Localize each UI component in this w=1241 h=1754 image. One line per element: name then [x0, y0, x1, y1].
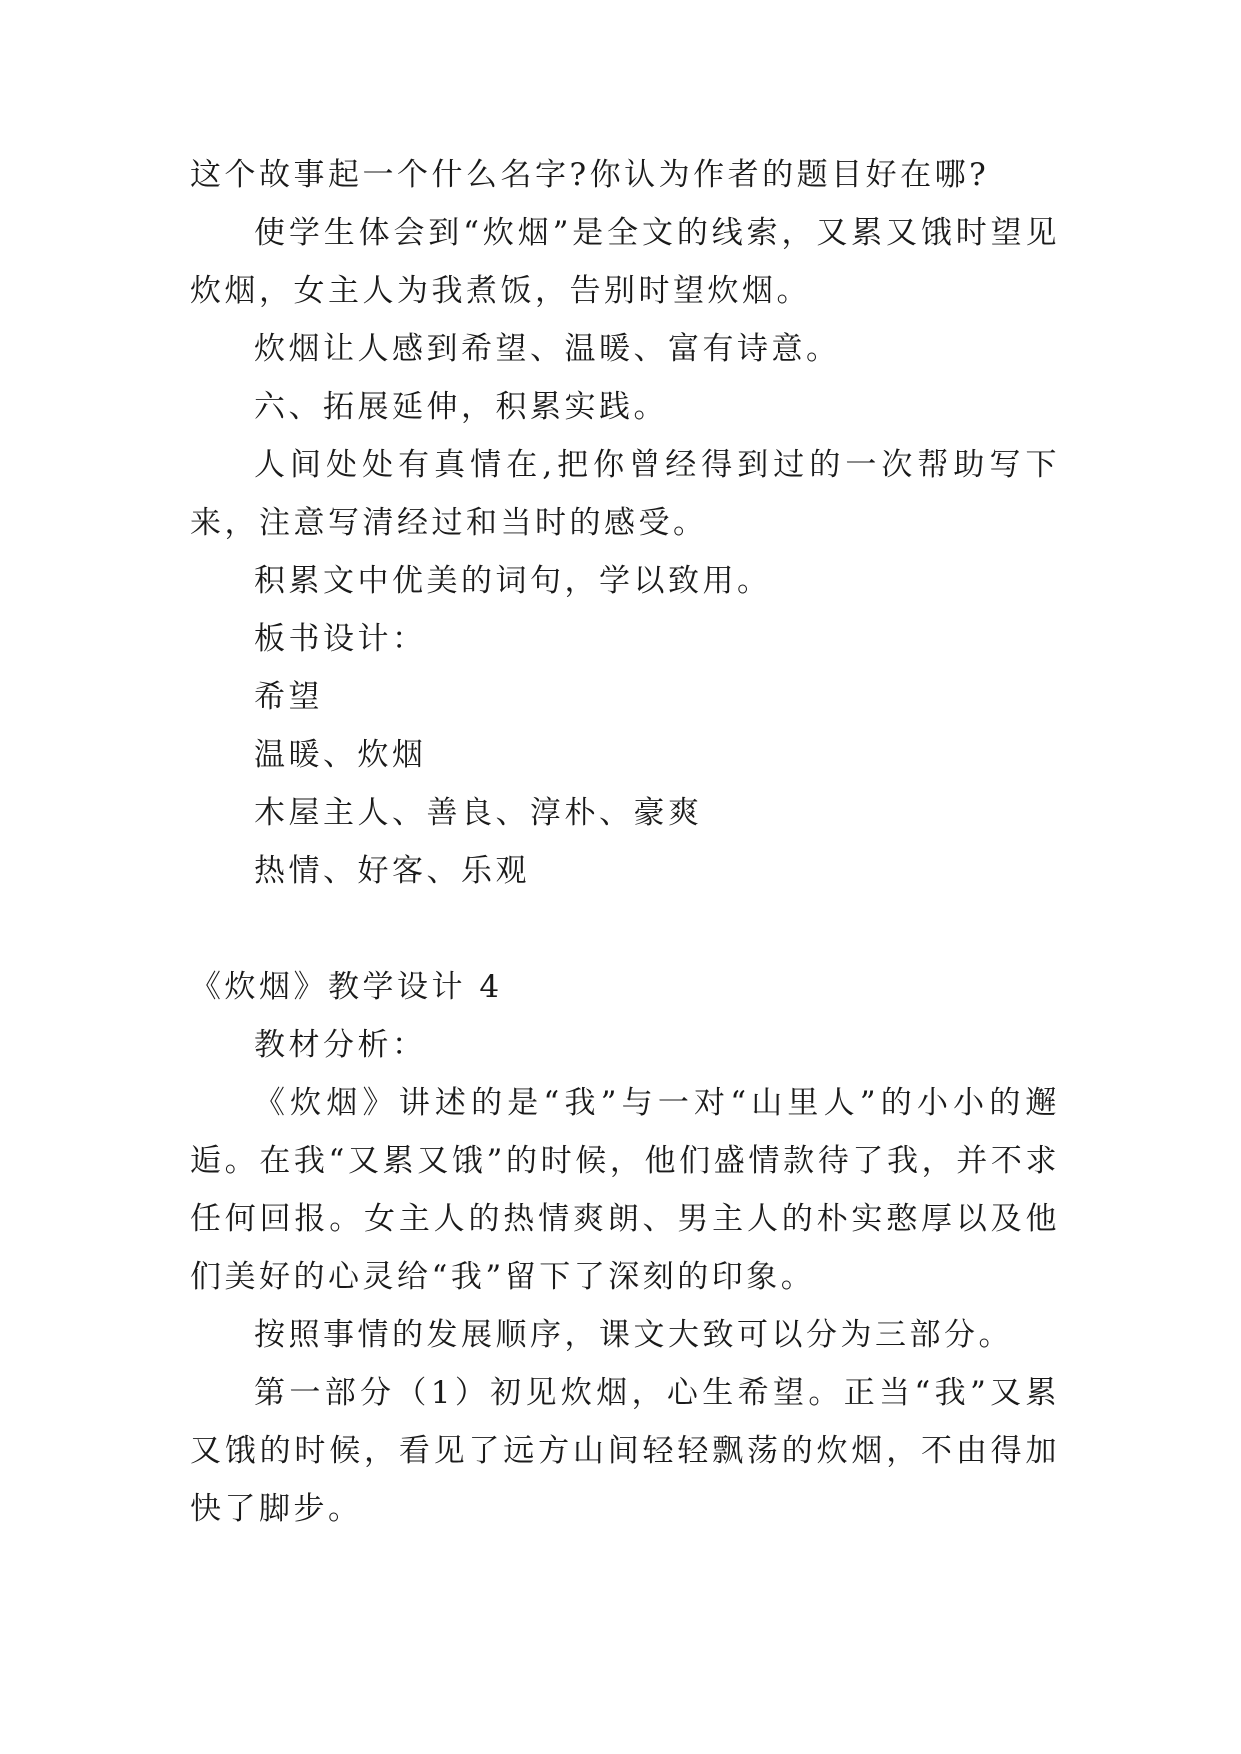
document-body [190, 146, 1060, 1538]
paragraph: 第一部分（1）初见炊烟，心生希望。正当“我”又累又饿的时候，看见了远方山间轻轻飘荡的炊烟，不由得加快了脚步。 [190, 1375, 1060, 1527]
section-gap [190, 900, 1060, 958]
blackboard-line: 希望 [254, 679, 323, 715]
paragraph: 《炊烟》讲述的是“我”与一对“山里人”的小小的邂逅。在我“又累又饿”的时候，他们盛情款待了我，并不求任何回报。女主人的热情爽朗、男主人的朴实憨厚以及他们美好的心灵给“我”留下了深刻的印象。 [190, 1085, 1060, 1295]
paragraph: 使学生体会到“炊烟”是全文的线索，又累又饿时望见炊烟，女主人为我煮饭，告别时望炊烟。 [190, 215, 1060, 309]
blackboard-line: 木屋主人、善良、淳朴、豪爽 [254, 795, 703, 831]
paragraph: 板书设计： [254, 621, 427, 657]
blackboard-line: 热情、好客、乐观 [254, 853, 530, 889]
paragraph: 六、拓展延伸，积累实践。 [254, 389, 668, 425]
paragraph: 人间处处有真情在,把你曾经得到过的一次帮助写下来，注意写清经过和当时的感受。 [190, 447, 1060, 541]
section-title: 《炊烟》教学设计 4 [190, 969, 503, 1005]
paragraph: 积累文中优美的词句，学以致用。 [254, 563, 772, 599]
paragraph: 按照事情的发展顺序，课文大致可以分为三部分。 [254, 1317, 1013, 1353]
paragraph: 炊烟让人感到希望、温暖、富有诗意。 [254, 331, 841, 367]
blackboard-line: 温暖、炊烟 [254, 737, 427, 773]
paragraph: 教材分析： [254, 1027, 427, 1063]
paragraph: 这个故事起一个什么名字?你认为作者的题目好在哪? [190, 157, 990, 193]
